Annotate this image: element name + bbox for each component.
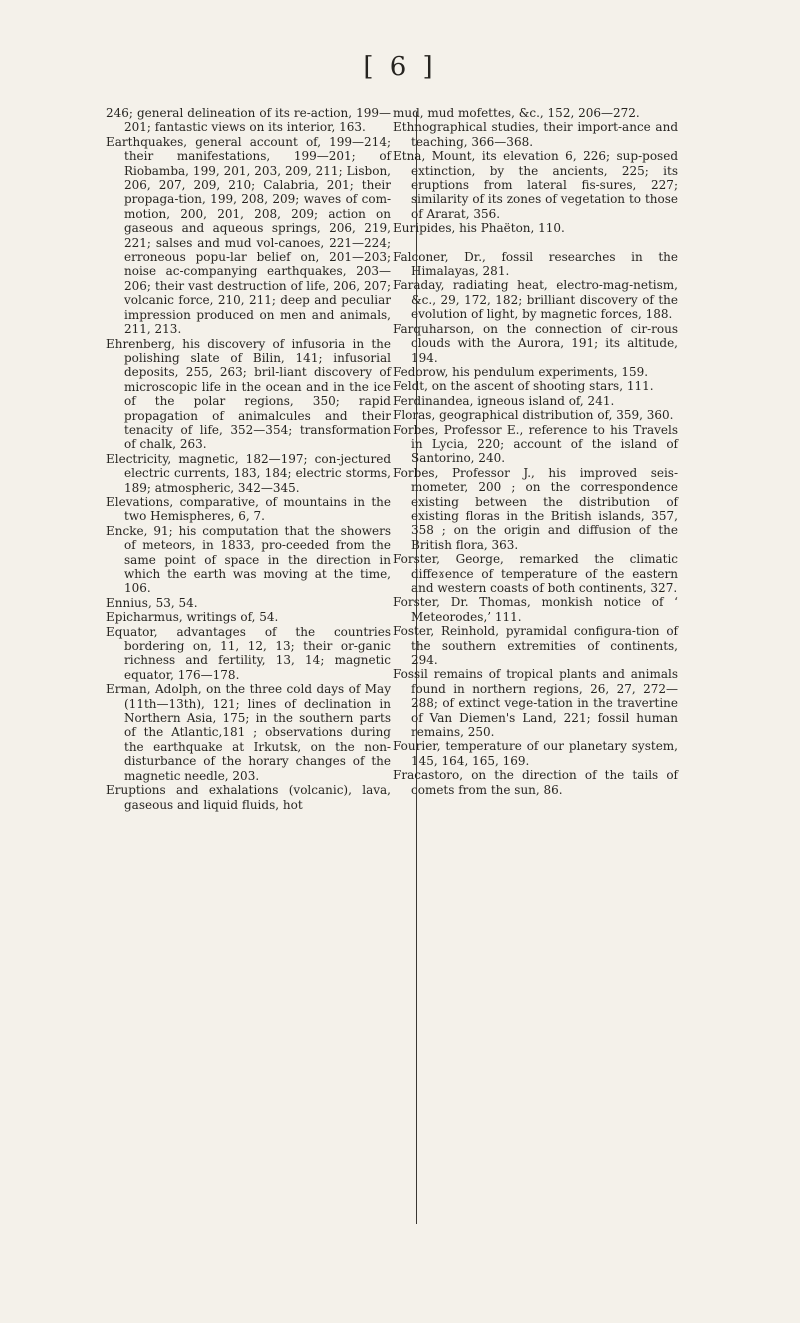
index-columns <box>106 106 678 812</box>
index-entry: Ethnographical studies, their import-ance and teaching, 366—368. <box>393 120 678 149</box>
index-entry: Forbes, Professor J., his improved seis-mometer, 200 ; on the correspondence existing between the distribution of existing floras in the British islands, 357, 358 ; on the origin and diffusion of the British flora, 363. <box>393 465 678 552</box>
index-entry: Fedorow, his pendulum experiments, 159. <box>393 364 649 379</box>
left-column <box>106 106 391 812</box>
index-entry: Ferdinandea, igneous island of, 241. <box>393 393 615 408</box>
page-number: [ 6 ] <box>363 52 437 82</box>
right-column <box>393 106 678 812</box>
index-entry: Fracastoro, on the direction of the tails of comets from the sun, 86. <box>393 768 678 797</box>
index-entry: Euripides, his Phaëton, 110. <box>393 221 565 236</box>
index-entry: Erman, Adolph, on the three cold days of May (11th—13th), 121; lines of declination in Northern Asia, 175; in the southern parts of the Atlantic,181 ; observations during the earthquake at Irkutsk, on the non-disturbance of the horary changes of the magnetic needle, 203. <box>106 682 391 783</box>
index-entry: Forster, Dr. Thomas, monkish notice of ‘ Meteorodes,’ 111. <box>393 595 678 624</box>
index-entry: Encke, 91; his computation that the showers of meteors, in 1833, pro-ceeded from the same point of space in the direction in which the earth was moving at the time, 106. <box>106 523 391 596</box>
index-entry: Foster, Reinhold, pyramidal configura-tion of the southern extremities of continents, 294. <box>393 624 678 668</box>
index-entry: Epicharmus, writings of, 54. <box>106 610 279 625</box>
index-entry: 246; general delineation of its re-action, 199—201; fantastic views on its interior, 163. <box>106 106 391 135</box>
index-entry: Forster, George, remarked the climatic diffeɤence of temperature of the eastern and western coasts of both continents, 327. <box>393 552 678 595</box>
index-entry: Falconer, Dr., fossil researches in the Himalayas, 281. <box>393 249 678 279</box>
index-entry: Ennius, 53, 54. <box>106 595 198 610</box>
index-entry: Floras, geographical distribution of, 359, 360. <box>393 408 674 423</box>
index-entry: Elevations, comparative, of mountains in the two Hemispheres, 6, 7. <box>106 494 391 524</box>
index-entry: Equator, advantages of the countries bordering on, 11, 12, 13; their or-ganic richness and fertility, 13, 14; magnetic equator, 176—178. <box>106 624 391 682</box>
index-entry: Forbes, Professor E., reference to his Travels in Lycia, 220; account of the island of Santorino, 240. <box>393 422 678 466</box>
index-entry: Eruptions and exhalations (volcanic), lava, gaseous and liquid fluids, hot <box>106 783 391 812</box>
index-entry: Earthquakes, general account of, 199—214; their manifestations, 199—201; of Riobamba, 199, 201, 203, 209, 211; Lisbon, 206, 207, 209, 210; Calabria, 201; their propaga-tion, 199, 208, 209; waves of com-motion, 200, 201, 208, 209; action on gaseous and aqueous springs, 206, 219, 221; salses and mud vol-canoes, 221—224; erroneous popu-lar belief on, 201—203; noise ac-companying earthquakes, 203—206; their vast destruction of life, 206, 207; volcanic force, 210, 211; deep and peculiar impression produced on men and animals, 211, 213. <box>106 134 391 337</box>
index-entry: Etna, Mount, its elevation 6, 226; sup-posed extinction, by the ancients, 225; its eruptions from lateral fis-sures, 227; similarity of its zones of vegetation to those of Ararat, 356. <box>393 149 678 221</box>
index-entry: Ehrenberg, his discovery of infusoria in the polishing slate of Bilin, 141; infusorial deposits, 255, 263; bril-liant discovery of microscopic life in the ocean and in the ice of the polar regions, 350; rapid propagation of animalcules and their tenacity of life, 352—354; transformation of chalk, 263. <box>106 336 391 452</box>
index-entry: Fourier, temperature of our planetary system, 145, 164, 165, 169. <box>393 739 678 768</box>
index-entry: Fossil remains of tropical plants and animals found in northern regions, 26, 27, 272—288; of extinct vege-tation in the travertine of Van Diemen's Land, 221; fossil human remains, 250. <box>393 667 678 740</box>
index-entry: Electricity, magnetic, 182—197; con-jectured electric currents, 183, 184; electric storms, 189; atmospheric, 342—345. <box>106 451 391 495</box>
index-entry: mud, mud mofettes, &c., 152, 206—272. <box>393 106 640 120</box>
index-entry: Faraday, radiating heat, electro-mag-netism, &c., 29, 172, 182; brilliant discovery of the evolution of light, by magnetic forces, 188. <box>393 278 678 322</box>
index-entry: Farquharson, on the connection of cir-rous clouds with the Aurora, 191; its altitude, 194. <box>393 321 678 365</box>
index-entry: Feldt, on the ascent of shooting stars, 111. <box>393 379 654 394</box>
